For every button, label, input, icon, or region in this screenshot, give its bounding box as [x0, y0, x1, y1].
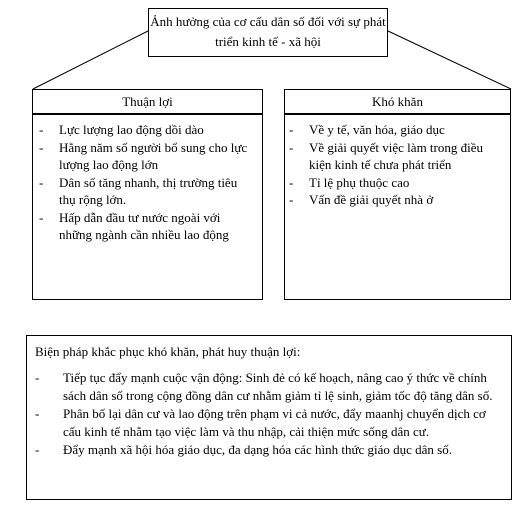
list-item — [35, 405, 503, 441]
bullet-dash: - — [39, 174, 44, 190]
connector-right — [388, 31, 511, 89]
list-item — [289, 121, 506, 139]
difficulties-list — [285, 115, 510, 209]
bullet-dash: - — [35, 370, 40, 385]
list-item — [289, 191, 506, 209]
difficulties-heading: Khó khăn — [372, 94, 423, 109]
advantages-heading-box — [32, 89, 263, 114]
solution-text: Đẩy mạnh xã hội hóa giáo dục, đa dạng hóa các hình thức giáo dục dân số. — [63, 442, 452, 457]
advantages-list-box — [32, 114, 263, 300]
bullet-dash: - — [39, 122, 44, 137]
difficulty-text: Vấn đề giải quyết nhà ở — [309, 192, 434, 207]
bullet-dash: - — [39, 139, 44, 155]
list-item — [35, 369, 503, 405]
list-item — [35, 441, 503, 459]
main-topic-title: Ảnh hưởng của cơ cấu dân số đối với sự phát triển kinh tế - xã hội — [150, 14, 386, 49]
list-item — [39, 209, 256, 244]
list-item — [39, 139, 256, 174]
bullet-dash: - — [35, 406, 40, 421]
bullet-dash: - — [289, 174, 294, 190]
advantages-list — [33, 115, 262, 244]
solutions-title: Biện pháp khắc phục khó khăn, phát huy thuận lợi: — [35, 344, 301, 359]
difficulties-list-box — [284, 114, 511, 300]
solutions-box — [26, 335, 512, 500]
difficulties-heading-box — [284, 89, 511, 114]
advantage-text: Hằng năm số người bổ sung cho lực lượng lao động lớn — [59, 139, 248, 172]
list-item — [289, 139, 506, 174]
main-topic-box — [148, 8, 388, 57]
solution-text: Tiếp tục đẩy mạnh cuộc vận động: Sinh đẻ có kế hoạch, nâng cao ý thức về chính sách dân số trong cộng đồng dân cư nhằm giảm tỉ lệ sinh, giảm tốc độ tăng dân số. — [63, 370, 493, 403]
bullet-dash: - — [289, 192, 294, 207]
solution-text: Phân bố lại dân cư và lao động trên phạm vi cả nước, đẩy maanhj chuyển dịch cơ cấu kinh tế nhằm tạo việc làm và thu nhập, cải thiện mức sống dân cư. — [63, 406, 486, 439]
difficulty-text: Tỉ lệ phụ thuộc cao — [309, 174, 410, 190]
bullet-dash: - — [289, 139, 294, 155]
bullet-dash: - — [39, 209, 44, 225]
advantage-text: Lực lượng lao động dồi dào — [59, 122, 204, 137]
connector-left — [33, 31, 148, 89]
difficulty-text: Về giải quyết việc làm trong điều kiện kinh tế chưa phát triển — [309, 139, 484, 172]
bullet-dash: - — [35, 442, 40, 457]
advantages-heading: Thuận lợi — [122, 94, 173, 109]
solutions-list — [35, 369, 503, 459]
list-item — [289, 174, 506, 192]
list-item — [39, 121, 256, 139]
difficulty-text: Về y tế, văn hóa, giáo dục — [309, 122, 445, 137]
bullet-dash: - — [289, 122, 294, 137]
list-item — [39, 174, 256, 209]
advantage-text: Dân số tăng nhanh, thị trường tiêu thụ rộng lớn. — [59, 174, 238, 207]
advantage-text: Hấp dẫn đầu tư nước ngoài với những ngành cần nhiều lao động — [59, 209, 229, 242]
